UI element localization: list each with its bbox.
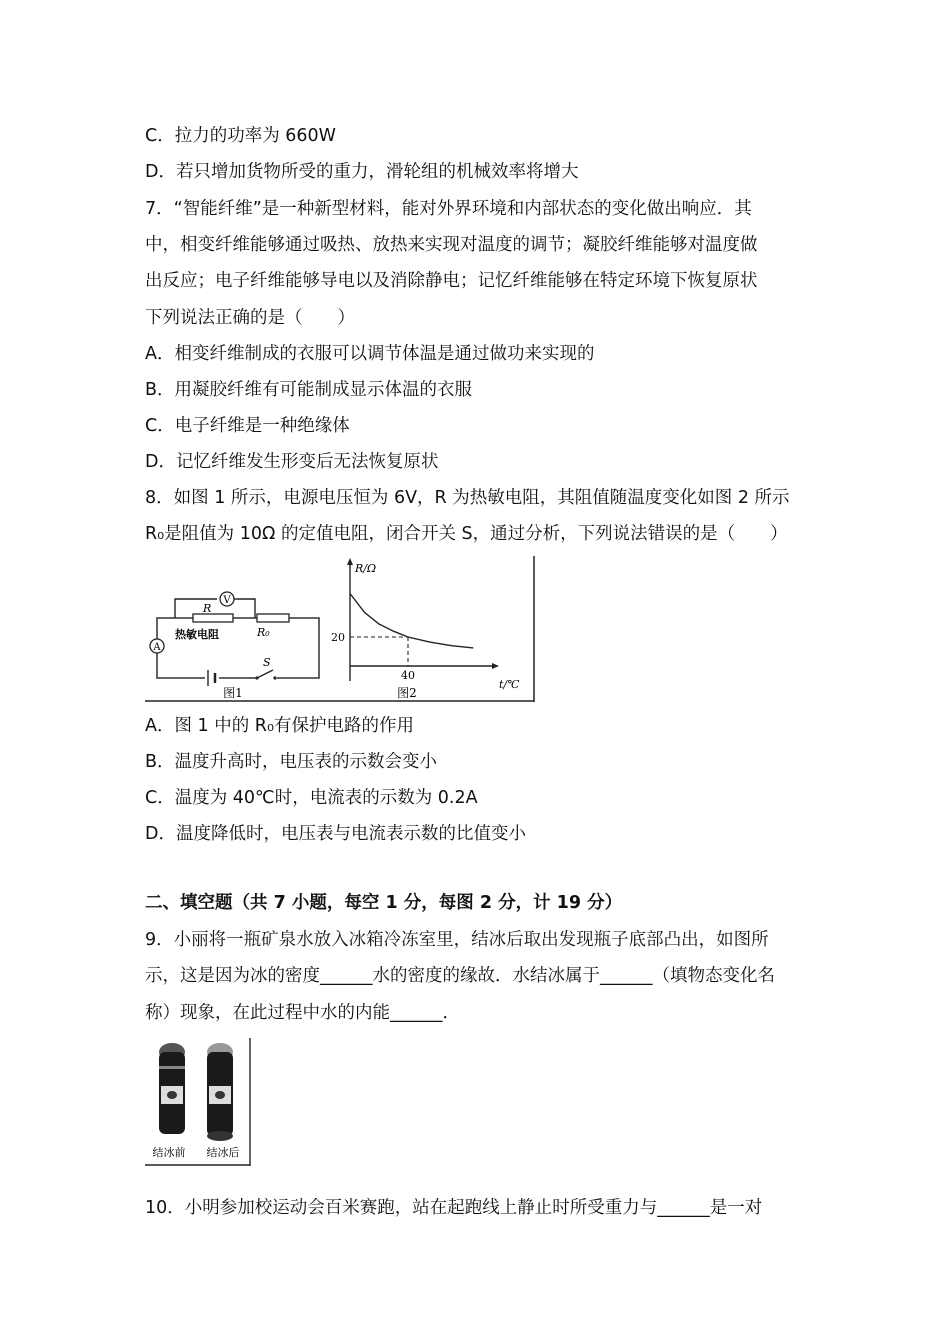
q7-stem-line3: 出反应；电子纤维能够导电以及消除静电；记忆纤维能够在特定环境下恢复原状 <box>145 271 758 291</box>
q7-option-c: C．电子纤维是一种绝缘体 <box>145 416 350 436</box>
q8-figure <box>145 556 535 702</box>
thermistor-r-label: R <box>203 602 212 615</box>
q9-stem-line2: 示，这是因为冰的密度______水的密度的缘故．水结冰属于______（填物态变化名 <box>145 966 775 986</box>
q8-option-d: D．温度降低时，电压表与电流表示数的比值变小 <box>145 824 526 844</box>
thermistor-caption: 热敏电阻 <box>175 628 219 641</box>
q8-option-c: C．温度为 40℃时，电流表的示数为 0.2A <box>145 788 478 808</box>
bottle-after-icon <box>207 1043 233 1141</box>
bottle-before-icon <box>159 1043 185 1134</box>
q7-stem-line2: 中，相变纤维能够通过吸热、放热来实现对温度的调节；凝胶纤维能够对温度做 <box>145 235 758 255</box>
q7-stem-line1: 7．“智能纤维”是一种新型材料，能对外界环境和内部状态的变化做出响应．其 <box>145 199 752 219</box>
caption-figure2: 图2 <box>397 686 417 700</box>
caption-figure1: 图1 <box>223 686 243 700</box>
y-tick-20: 20 <box>331 631 345 644</box>
r0-label: R₀ <box>257 626 270 639</box>
section-2-heading: 二、填空题（共 7 小题，每空 1 分，每图 2 分，计 19 分） <box>145 893 623 913</box>
q9-stem-line1: 9．小丽将一瓶矿泉水放入冰箱冷冻室里，结冰后取出发现瓶子底部凸出，如图所 <box>145 930 769 950</box>
q6-option-d: D．若只增加货物所受的重力，滑轮组的机械效率将增大 <box>145 162 579 182</box>
series-line-resistance <box>350 594 473 648</box>
switch-label: S <box>263 656 271 669</box>
q6-option-c: C．拉力的功率为 660W <box>145 126 336 146</box>
voltmeter-label: V <box>223 595 231 606</box>
q7-option-a: A．相变纤维制成的衣服可以调节体温是通过做功来实现的 <box>145 344 595 364</box>
caption-after-freezing: 结冰后 <box>206 1146 240 1159</box>
q9-stem-line3: 称）现象，在此过程中水的内能______． <box>145 1003 460 1023</box>
q10-stem-line1: 10．小明参加校运动会百米赛跑，站在起跑线上静止时所受重力与______是一对 <box>145 1198 763 1218</box>
x-tick-40: 40 <box>401 669 415 682</box>
q8-stem-line2: R₀是阻值为 10Ω 的定值电阻，闭合开关 S，通过分析，下列说法错误的是（ ） <box>145 524 788 544</box>
q9-bottle-figure <box>145 1038 251 1166</box>
thermistor-resistor <box>193 614 233 622</box>
q7-option-b: B．用凝胶纤维有可能制成显示体温的衣服 <box>145 380 473 400</box>
q7-stem-line4: 下列说法正确的是（ ） <box>145 308 355 328</box>
x-axis-label: t/℃ <box>499 678 520 691</box>
q7-option-d: D．记忆纤维发生形变后无法恢复原状 <box>145 452 439 472</box>
ammeter-label: A <box>153 642 161 653</box>
caption-before-freezing: 结冰前 <box>152 1146 186 1159</box>
q8-option-a: A．图 1 中的 R₀有保护电路的作用 <box>145 716 414 736</box>
fixed-resistor-r0 <box>257 614 289 622</box>
y-axis-label: R/Ω <box>355 562 377 575</box>
q8-option-b: B．温度升高时，电压表的示数会变小 <box>145 752 438 772</box>
r-t-graph <box>331 558 520 700</box>
q8-stem-line1: 8．如图 1 所示，电源电压恒为 6V，R 为热敏电阻，其阻值随温度变化如图 2 所示 <box>145 488 790 508</box>
